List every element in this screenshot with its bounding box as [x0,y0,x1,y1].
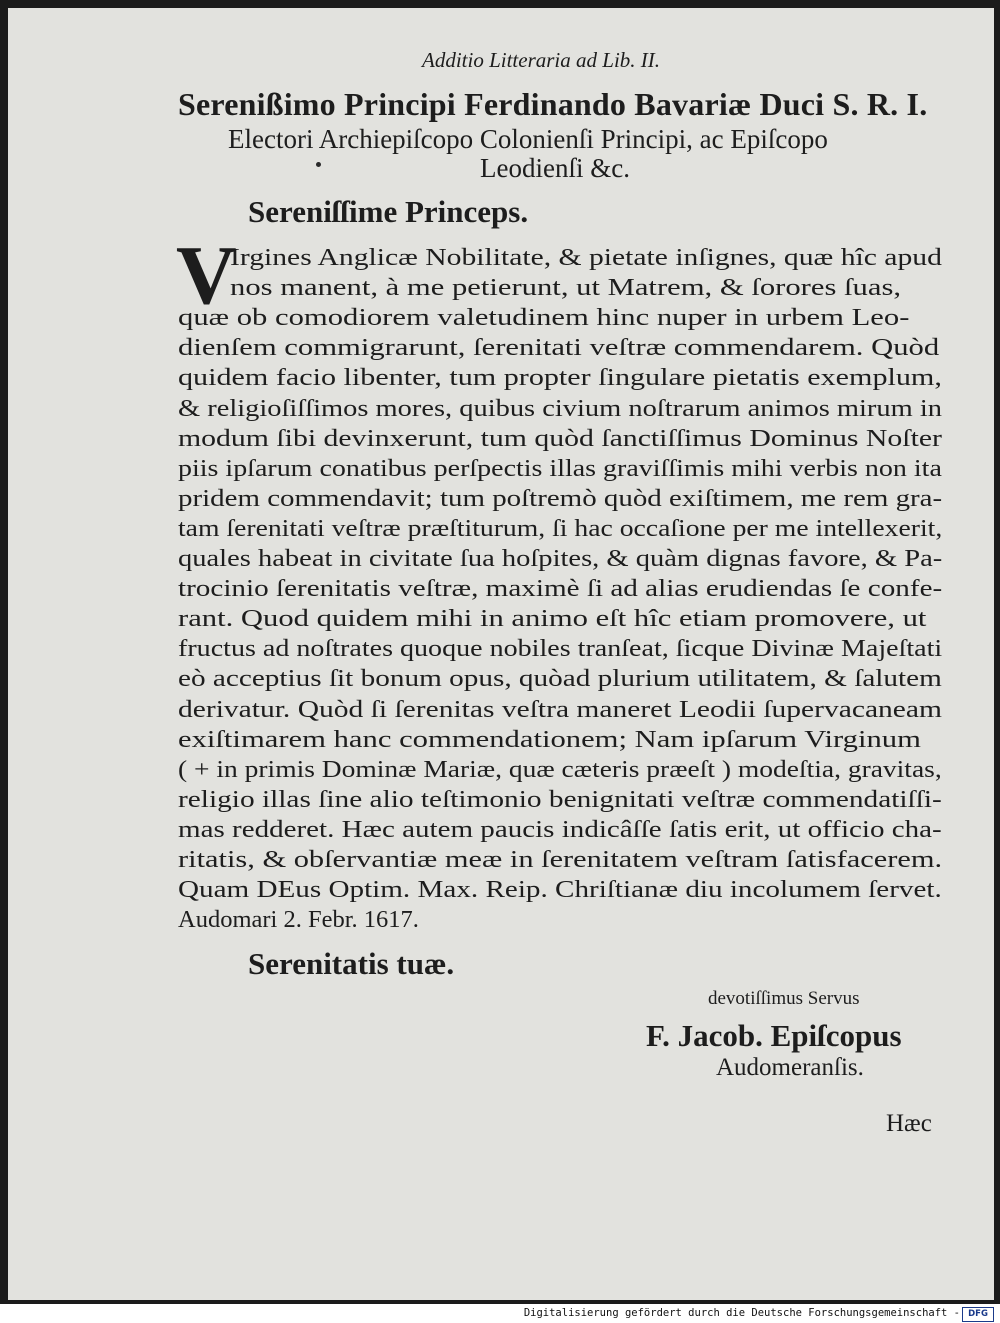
address-line-2: Electori Archiepiſcopo Colonienſi Principi, ac Epiſcopo [228,124,828,154]
footer-credit: Digitalisierung gefördert durch die Deutsche Forschungsgemeinschaft - [523,1307,960,1319]
body-line: quidem facio libenter, tum propter ſingulare pietatis exemplum, [178,364,942,392]
catchword: Hæc [886,1110,932,1137]
body-line: modum ſibi devinxerunt, tum quòd ſanctiſſimus Dominus Noſter [178,424,942,452]
book-page [8,8,994,1300]
body-line: & religioſiſſimos mores, quibus civium noſtrarum animos mirum in [178,394,942,422]
body-line: quales habeat in civitate ſua hoſpites, & quàm dignas favore, & Pa- [178,545,943,572]
signature-see: Audomeranſis. [716,1054,864,1081]
drop-cap-initial: V [176,229,237,322]
address-line-3: Leodienſi &c. [480,153,630,183]
body-line: rant. Quod quidem mihi in animo eſt hîc etiam promovere, ut [178,605,927,633]
body-line: piis ipſarum conatibus perſpectis illas graviſſimis mihi verbis non ita [178,454,942,482]
body-line: eò acceptius ſit bonum opus, quòad plurium utilitatem, & ſalutem [178,665,942,693]
digitization-footer [0,1304,1000,1323]
body-line: Audomari 2. Febr. 1617. [178,906,419,934]
closing-formula: Serenitatis tuæ. [248,946,455,981]
body-line: religio illas ſine alio teſtimonio benignitati veſtræ commendatiſſi- [178,785,942,813]
body-line: ( + in primis Dominæ Mariæ, quæ cæteris præeſt ) modeſtia, gravitas, [178,755,942,783]
body-line: ritatis, & obſervantiæ meæ in ſerenitatem veſtram ſatisfacerem. [178,846,943,873]
body-line: tam ſerenitati veſtræ præſtiturum, ſi hac occaſione per me intellexerit, [178,514,943,542]
body-line: nos manent, à me petierunt, ut Matrem, & ſorores ſuas, [230,274,902,302]
running-head: Additio Litteraria ad Lib. II. [422,48,661,72]
signature-servus: devotiſſimus Servus [708,988,860,1009]
body-line: quæ ob comodiorem valetudinem hinc nuper in urbem Leo- [178,304,910,332]
body-line: Irgines Anglicæ Nobilitate, & pietate inſignes, quæ hîc apud [230,244,942,271]
signature-name: F. Jacob. Epiſcopus [646,1018,902,1053]
body-line: mas redderet. Hæc autem paucis indicâſſe ſatis erit, ut officio cha- [178,815,942,843]
dfg-logo: DFG [962,1307,994,1322]
body-line: Quam DEus Optim. Max. Reip. Chriſtianæ diu incolumem ſervet. [178,876,942,904]
body-line: dienſem commigrarunt, ſerenitati veſtræ commendarem. Quòd [178,334,940,362]
address-line-1: Serenißimo Principi Ferdinando Bavariæ Duci S. R. I. [178,86,928,122]
body-line: pridem commendavit; tum poſtremò quòd exiſtimem, me rem gra- [178,484,943,512]
body-line: derivatur. Quòd ſi ſerenitas veſtra maneret Leodii ſupervacaneam [178,695,942,723]
ink-speck [316,162,321,167]
body-line: trocinio ſerenitatis veſtræ, maximè ſi ad alias erudiendas ſe confe- [178,575,943,603]
body-line: exiſtimarem hanc commendationem; Nam ipſarum Virginum [178,725,921,753]
body-line: fructus ad noſtrates quoque nobiles tranſeat, ſicque Divinæ Majeſtati [178,635,943,663]
salutation: Sereniſſime Princeps. [248,194,529,229]
